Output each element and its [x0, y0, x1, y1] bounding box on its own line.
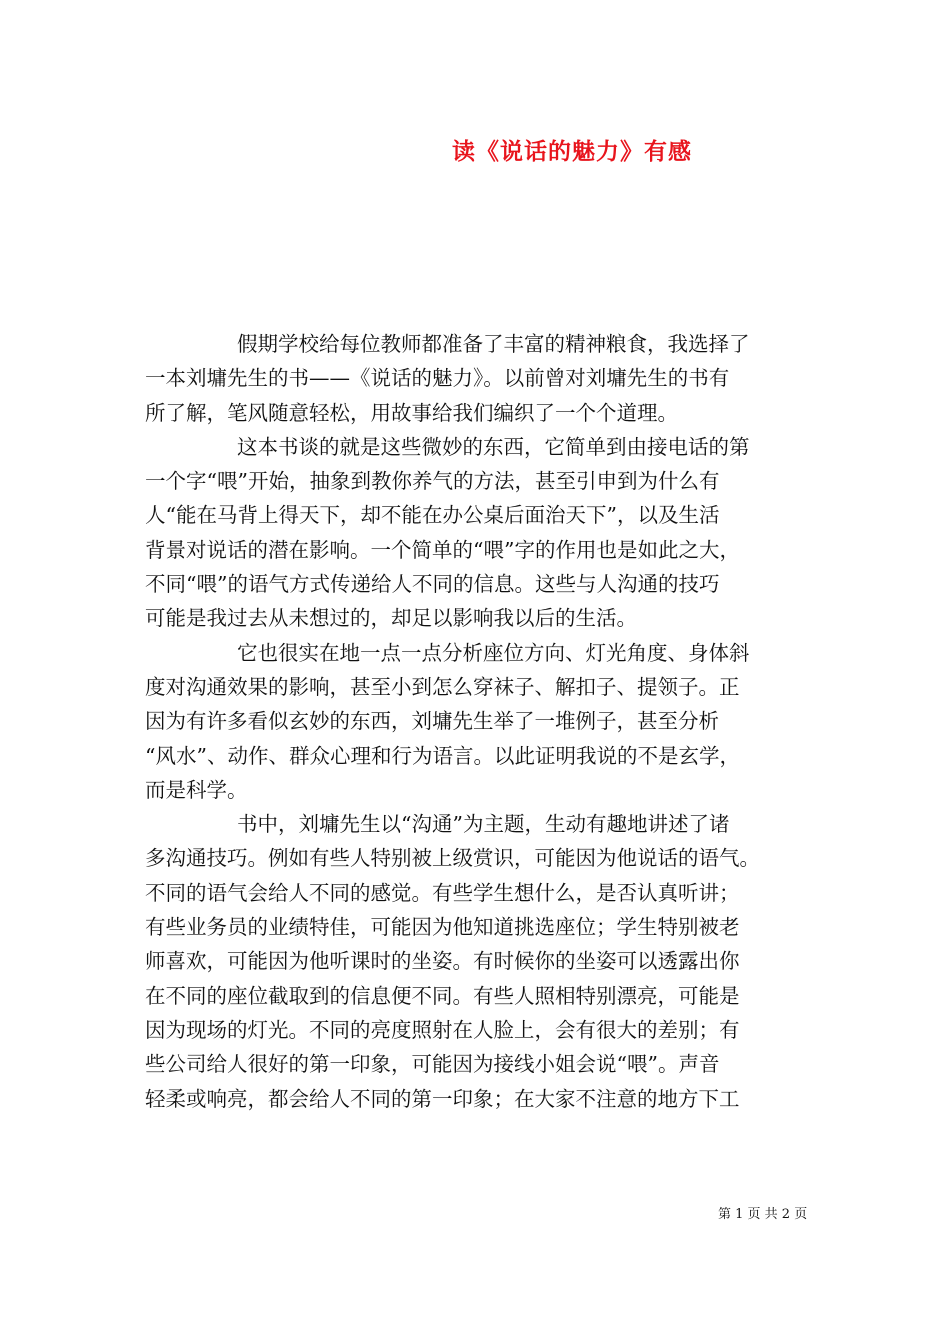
paragraph-line: 因为有许多看似玄妙的东西，刘墉先生举了一堆例子，甚至分析: [145, 709, 719, 734]
paragraph-1: [145, 327, 823, 430]
paragraph-line: 不同的语气会给人不同的感觉。有些学生想什么，是否认真听讲；: [145, 880, 740, 905]
paragraph-line: 多沟通技巧。例如有些人特别被上级赏识，可能因为他说话的语气。: [145, 846, 760, 871]
paragraph-line: 师喜欢，可能因为他听课时的坐姿。有时候你的坐姿可以透露出你: [145, 949, 740, 974]
document-title: 读《说话的魅力》有感: [452, 138, 692, 165]
paragraph-line: 有些业务员的业绩特佳，可能因为他知道挑选座位；学生特别被老: [145, 915, 740, 940]
paragraph-line: 这本书谈的就是这些微妙的东西，它简单到由接电话的第: [237, 434, 750, 459]
paragraph-3: [145, 636, 823, 807]
paragraph-4: [145, 807, 823, 1116]
paragraph-line: 些公司给人很好的第一印象，可能因为接线小姐会说“喂”。声音: [145, 1052, 720, 1077]
paragraph-line: 背景对说话的潜在影响。一个简单的“喂”字的作用也是如此之大，: [145, 537, 740, 562]
paragraph-2: [145, 430, 823, 636]
paragraph-line: 书中，刘墉先生以“沟通”为主题，生动有趣地讲述了诸: [237, 812, 730, 837]
paragraph-line: 可能是我过去从未想过的，却足以影响我以后的生活。: [145, 606, 637, 631]
paragraph-line: 因为现场的灯光。不同的亮度照射在人脸上，会有很大的差别；有: [145, 1017, 740, 1042]
paragraph-line: 人“能在马背上得天下，却不能在办公桌后面治天下”，以及生活: [145, 503, 720, 528]
paragraph-line: 不同“喂”的语气方式传递给人不同的信息。这些与人沟通的技巧: [145, 572, 720, 597]
paragraph-line: 而是科学。: [145, 777, 248, 802]
paragraph-line: 假期学校给每位教师都准备了丰富的精神粮食，我选择了: [237, 332, 750, 356]
paragraph-line: 它也很实在地一点一点分析座位方向、灯光角度、身体斜: [237, 640, 750, 665]
paragraph-line: “风水”、动作、群众心理和行为语言。以此证明我说的不是玄学，: [145, 743, 740, 768]
paragraph-line: 在不同的座位截取到的信息便不同。有些人照相特别漂亮，可能是: [145, 983, 740, 1008]
paragraph-line: 所了解，笔风随意轻松，用故事给我们编织了一个个道理。: [145, 400, 678, 425]
paragraph-line: 度对沟通效果的影响，甚至小到怎么穿袜子、解扣子、提领子。正: [145, 674, 740, 699]
paragraph-line: 一本刘墉先生的书——《说话的魅力》。以前曾对刘墉先生的书有: [145, 366, 730, 391]
document-body: [145, 327, 823, 1116]
paragraph-line: 轻柔或响亮，都会给人不同的第一印象；在大家不注意的地方下工: [145, 1086, 740, 1111]
page-footer: 第 1 页 共 2 页: [718, 1207, 808, 1222]
paragraph-line: 一个字“喂”开始，抽象到教你养气的方法，甚至引申到为什么有: [145, 469, 720, 494]
